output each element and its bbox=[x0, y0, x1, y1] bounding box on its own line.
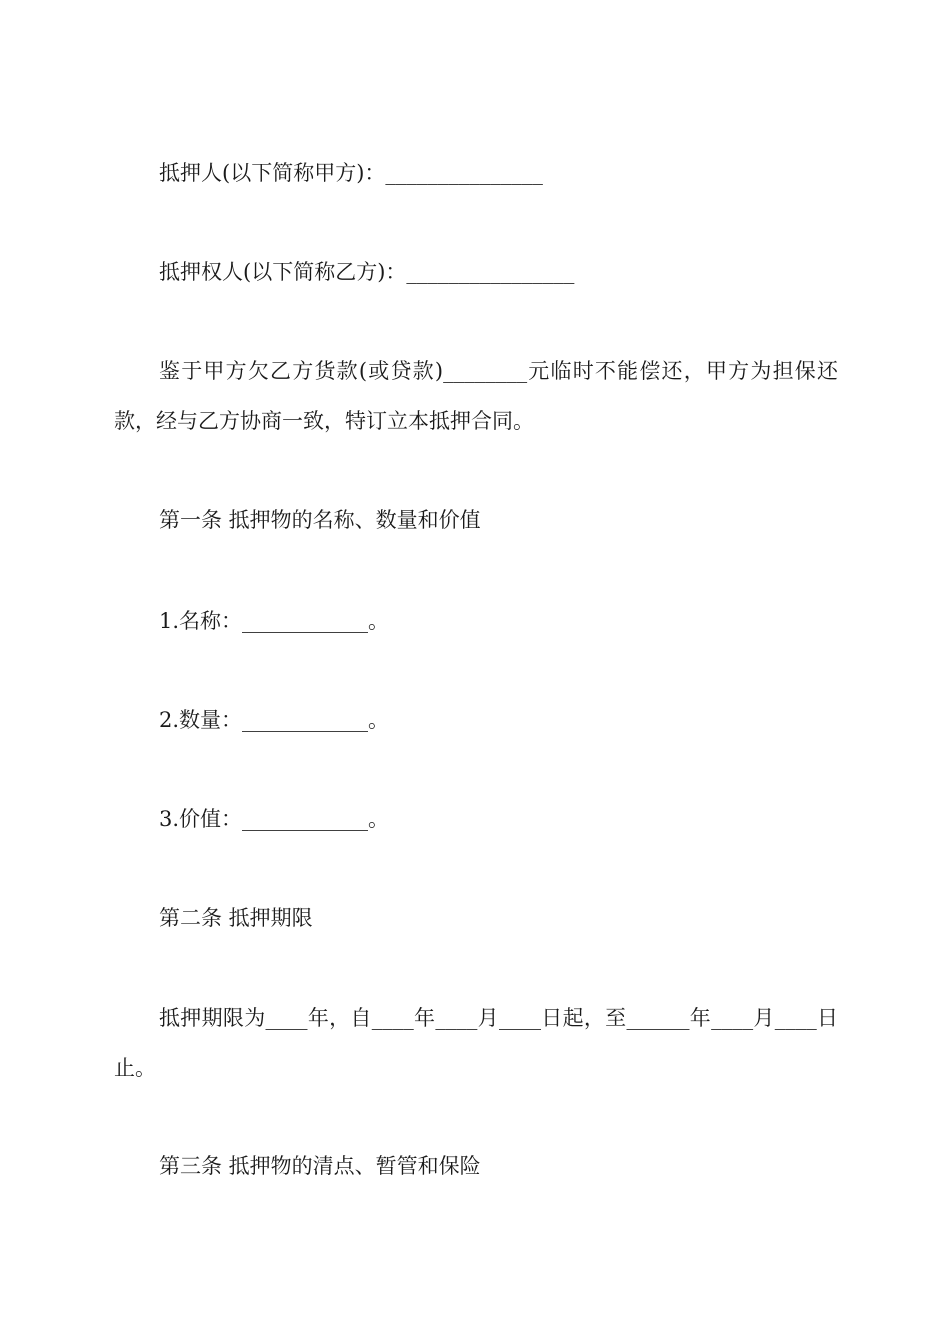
article-2-heading: 第二条 抵押期限 bbox=[159, 906, 313, 930]
item-name-line: 1.名称：____________。 bbox=[159, 609, 390, 633]
preamble-paragraph: 鉴于甲方欠乙方货款(或贷款)________元临时不能偿还，甲方为担保还款，经与乙方协商一致，特订立本抵押合同。 bbox=[114, 359, 838, 433]
term-paragraph: 抵押期限为____年，自____年____月____日起，至______年____月____日止。 bbox=[114, 1006, 838, 1080]
article-1-heading: 第一条 抵押物的名称、数量和价值 bbox=[159, 508, 481, 532]
item-value-line: 3.价值：____________。 bbox=[159, 807, 390, 831]
mortgagor-line: 抵押人(以下简称甲方)：_______________ bbox=[159, 161, 543, 185]
item-quantity-line: 2.数量：____________。 bbox=[159, 708, 390, 732]
article-3-heading: 第三条 抵押物的清点、暂管和保险 bbox=[159, 1154, 481, 1178]
mortgagee-line: 抵押权人(以下简称乙方)：________________ bbox=[159, 260, 575, 284]
